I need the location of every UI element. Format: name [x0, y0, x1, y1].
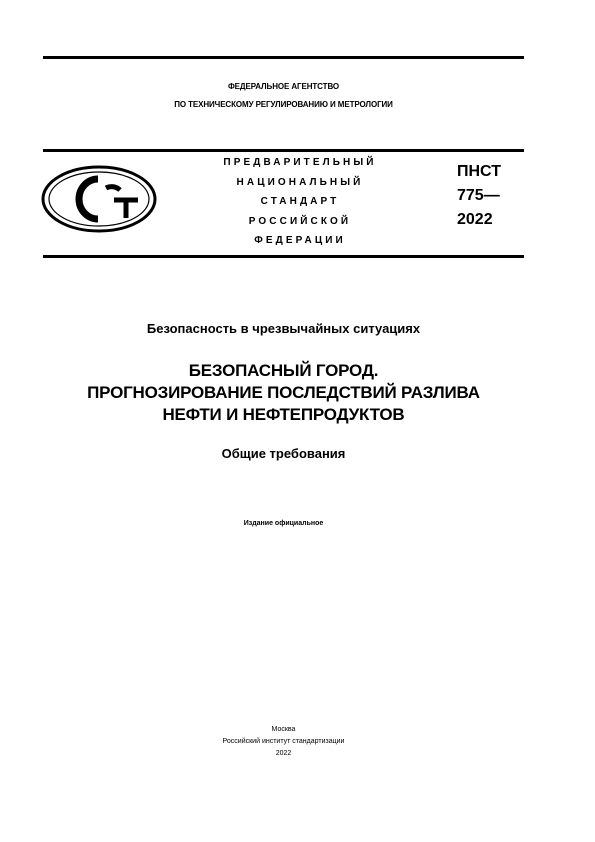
document-title [30, 360, 537, 426]
title-line: НЕФТИ И НЕФТЕПРОДУКТОВ [162, 405, 405, 424]
document-subtitle: Общие требования [221, 446, 346, 461]
bottom-rule [43, 255, 524, 258]
standard-type-line: НАЦИОНАЛЬНЫЙ [236, 176, 364, 188]
standard-type-line: РОССИЙСКОЙ [248, 215, 352, 227]
standard-type-line: ФЕДЕРАЦИИ [254, 235, 346, 246]
standard-type [190, 153, 410, 251]
edition-note: Издание официальное [243, 520, 324, 527]
imprint-year: 2022 [275, 750, 292, 757]
rst-emblem-icon [40, 164, 158, 234]
standard-code-line: 2022 [457, 211, 493, 228]
standard-code-line: 775— [457, 187, 500, 204]
imprint-publisher: Российский институт стандартизации [222, 738, 345, 745]
middle-rule [43, 149, 524, 152]
agency-name-line-1: ФЕДЕРАЛЬНОЕ АГЕНТСТВО [227, 82, 340, 91]
standard-type-line: ПРЕДВАРИТЕЛЬНЫЙ [223, 157, 377, 168]
agency-name-line-2: ПО ТЕХНИЧЕСКОМУ РЕГУЛИРОВАНИЮ И МЕТРОЛОГИИ [174, 100, 393, 109]
imprint-city: Москва [271, 726, 296, 733]
standard-code [457, 160, 501, 232]
title-line: БЕЗОПАСНЫЙ ГОРОД. [188, 361, 379, 380]
title-line: ПРОГНОЗИРОВАНИЕ ПОСЛЕДСТВИЙ РАЗЛИВА [87, 383, 480, 402]
document-subject: Безопасность в чрезвычайных ситуациях [146, 321, 421, 336]
top-rule [43, 56, 524, 59]
standard-type-line: СТАНДАРТ [260, 196, 340, 207]
standard-code-line: ПНСТ [457, 163, 501, 180]
